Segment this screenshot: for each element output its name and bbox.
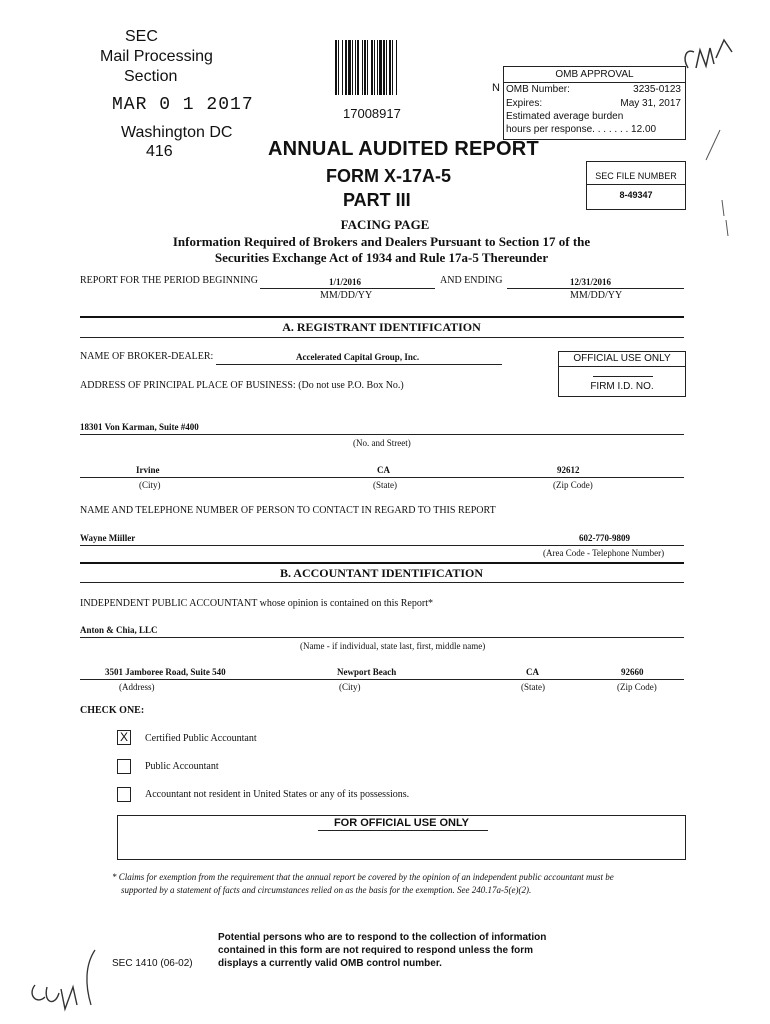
zip-value: 92612	[557, 465, 580, 475]
document-number: 17008917	[343, 106, 401, 121]
accountant-state-caption: (State)	[521, 682, 545, 692]
accountant-name-caption: (Name - if individual, state last, first, middle name)	[300, 641, 486, 651]
non-resident-checkbox[interactable]	[117, 787, 131, 802]
omb-approval-box	[503, 66, 686, 140]
accountant-city-caption: (City)	[339, 682, 361, 692]
period-begin-value: 1/1/2016	[329, 277, 362, 287]
period-end-format: MM/DD/YY	[570, 290, 623, 301]
sec-file-number: 8-49347	[619, 190, 653, 200]
contact-label: NAME AND TELEPHONE NUMBER OF PERSON TO CONTACT IN REGARD TO THIS REPORT	[80, 505, 496, 516]
barcode-image	[335, 40, 415, 95]
check-one-label: CHECK ONE:	[80, 705, 145, 716]
street-value: 18301 Von Karman, Suite #400	[80, 422, 199, 432]
stamp-section: Section	[124, 68, 178, 85]
accountant-zip-value: 92660	[621, 667, 644, 677]
omb-burden-2: hours per response. . . . . . . 12.00	[506, 124, 657, 135]
omb-number: 3235-0123	[633, 84, 681, 95]
omb-burden-1: Estimated average burden	[506, 111, 624, 122]
footer-notice-3: displays a currently valid OMB control number.	[218, 958, 442, 969]
stamp-date: MAR 0 1 2017	[112, 95, 254, 115]
non-resident-label: Accountant not resident in United States or any of its possessions.	[145, 789, 410, 800]
facing-line-2: Securities Exchange Act of 1934 and Rule 17a-5 Thereunder	[214, 250, 549, 265]
for-official-use-label: FOR OFFICIAL USE ONLY	[333, 817, 470, 829]
accountant-state-value: CA	[526, 667, 539, 677]
accountant-label: INDEPENDENT PUBLIC ACCOUNTANT whose opinion is contained on this Report*	[80, 598, 433, 609]
part-label: PART III	[343, 190, 411, 210]
accountant-zip-caption: (Zip Code)	[617, 682, 657, 692]
cpa-label: Certified Public Accountant	[145, 733, 257, 744]
stamp-washington: Washington DC	[121, 124, 233, 141]
broker-name-value: Accelerated Capital Group, Inc.	[296, 352, 420, 362]
cpa-checkbox[interactable]: X	[117, 730, 131, 745]
sec-file-label: SEC FILE NUMBER	[595, 171, 677, 181]
stamp-sec: SEC	[125, 28, 158, 45]
period-begin-label: REPORT FOR THE PERIOD BEGINNING	[80, 275, 258, 286]
public-accountant-checkbox[interactable]	[117, 759, 131, 774]
omb-header: OMB APPROVAL	[555, 69, 634, 80]
omb-expires: May 31, 2017	[620, 98, 681, 109]
official-use-only-box	[117, 815, 686, 860]
city-caption: (City)	[139, 480, 161, 490]
zip-caption: (Zip Code)	[553, 480, 593, 490]
footer-notice-2: contained in this form are not required to respond unless the form	[218, 945, 534, 956]
period-end-value: 12/31/2016	[570, 277, 612, 287]
footer-notice-1: Potential persons who are to respond to the collection of information	[218, 932, 547, 943]
broker-name-label: NAME OF BROKER-DEALER:	[80, 351, 214, 362]
facing-page-title: FACING PAGE	[340, 217, 430, 232]
section-b-title: B. ACCOUNTANT IDENTIFICATION	[279, 566, 484, 580]
address-label: ADDRESS OF PRINCIPAL PLACE OF BUSINESS: (Do not use P.O. Box No.)	[80, 380, 404, 391]
stamp-mail-processing: Mail Processing	[100, 48, 213, 65]
accountant-address-caption: (Address)	[119, 682, 155, 692]
omb-number-label: OMB Number:	[506, 84, 570, 95]
section-a-title: A. REGISTRANT IDENTIFICATION	[282, 320, 481, 334]
form-code: SEC 1410 (06-02)	[112, 958, 193, 969]
and-ending-label: AND ENDING	[440, 275, 503, 286]
public-accountant-label: Public Accountant	[145, 761, 219, 772]
report-title: ANNUAL AUDITED REPORT	[268, 138, 539, 160]
phone-caption: (Area Code - Telephone Number)	[543, 548, 665, 558]
stamp-number: 416	[146, 143, 173, 160]
handwritten-signature	[25, 945, 105, 1020]
state-value: CA	[377, 465, 390, 475]
contact-name-value: Wayne Miiller	[80, 533, 136, 543]
state-caption: (State)	[373, 480, 397, 490]
official-use-box	[558, 351, 686, 397]
city-value: Irvine	[136, 465, 160, 475]
footnote-line-1: * Claims for exemption from the requirement that the annual report be covered by the opinion of an independent public accountant must be	[112, 872, 614, 882]
firm-id-label: FIRM I.D. NO.	[590, 381, 654, 392]
sec-file-number-box	[586, 161, 686, 210]
street-caption: (No. and Street)	[353, 438, 411, 448]
contact-phone-value: 602-770-9809	[579, 533, 630, 543]
facing-line-1: Information Required of Brokers and Dealers Pursuant to Section 17 of the	[172, 234, 591, 249]
omb-expires-label: Expires:	[506, 98, 543, 109]
footnote-line-2: supported by a statement of facts and circumstances relied on as the basis for the exemption. See 240.17a-5(e)(2).	[121, 885, 532, 895]
form-name: FORM X-17A-5	[326, 166, 452, 186]
handwritten-initials	[680, 28, 740, 78]
stray-mark: N	[492, 82, 500, 94]
accountant-city-value: Newport Beach	[337, 667, 397, 677]
accountant-address-value: 3501 Jamboree Road, Suite 540	[105, 667, 226, 677]
official-use-label: OFFICIAL USE ONLY	[573, 353, 671, 364]
accountant-name-value: Anton & Chia, LLC	[80, 625, 158, 635]
period-begin-format: MM/DD/YY	[320, 290, 373, 301]
